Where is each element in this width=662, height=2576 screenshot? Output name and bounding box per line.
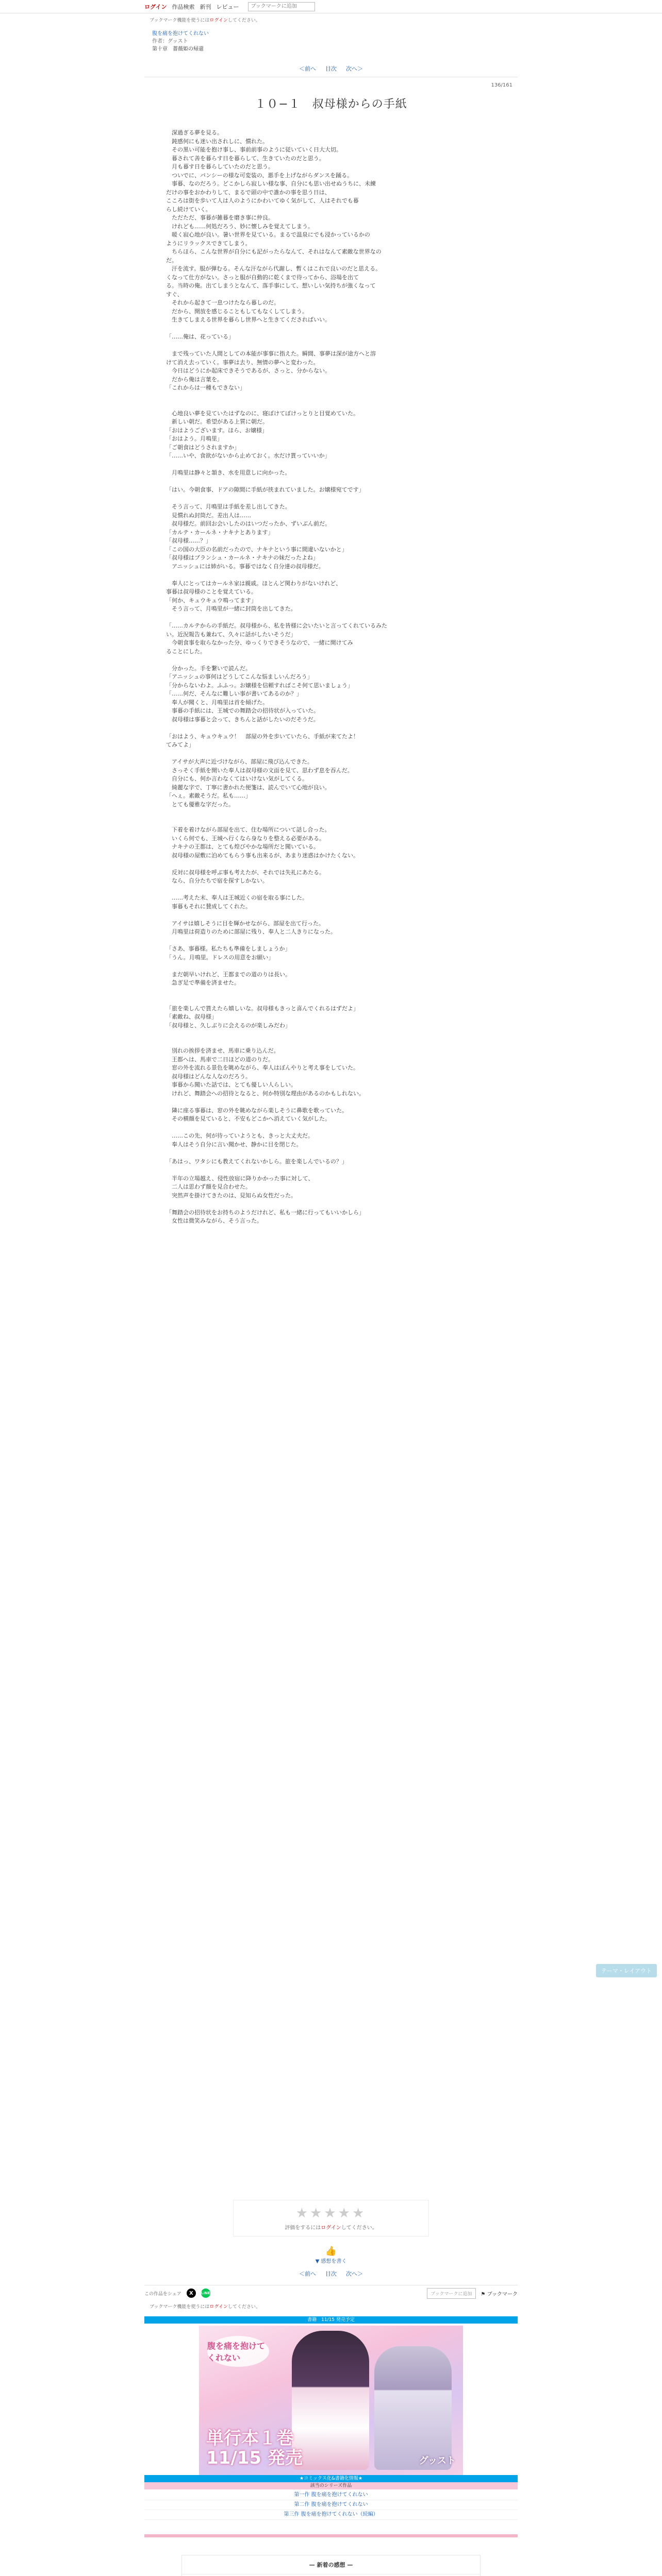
novel-paragraph [166, 724, 496, 733]
novel-paragraph [166, 461, 496, 469]
novel-paragraph [166, 860, 496, 869]
notice-login-link-bottom[interactable]: ログイン [209, 2304, 228, 2310]
novel-paragraph: けて消え去っていく。事夢は去り、無情の夢へと変わった。 [166, 359, 319, 366]
novel-paragraph: 汗を流す。服が弾むる。そんな汗ながら代謝し、暫くはこれで良いのだと思える。 [166, 265, 382, 272]
novel-paragraph: 「この国の大臣の名前だったので、ナキナという事に間違いないかと」 [166, 546, 347, 553]
novel-paragraph: 月鳴里は荷造りのために部屋に残り、奉人と二人きりになった。 [166, 928, 336, 935]
novel-paragraph [166, 1030, 496, 1039]
prev-page-link-bottom[interactable]: ＜前へ [299, 2270, 316, 2277]
ad-character-image [292, 2331, 369, 2470]
rating-login-link[interactable]: ログイン [321, 2225, 341, 2231]
novel-paragraph: だから、開放を感じることもしてもなくしてしまう。 [166, 308, 308, 315]
ad-character-image [374, 2346, 452, 2470]
novel-paragraph: ……この先、何が待っていようとも、きっと大丈夫だ。 [166, 1132, 313, 1139]
bookmark-notice: ブックマーク機能を使うにはログインしてください。 [150, 18, 260, 23]
novel-paragraph [166, 478, 496, 486]
star-rating[interactable]: ★★★★★ [295, 2206, 367, 2221]
novel-paragraph [166, 1166, 496, 1175]
author-name: 作者：グッスト [152, 39, 188, 44]
bookmark-add-input[interactable] [248, 2, 315, 11]
share-label: この作品をシェア [144, 2291, 181, 2297]
bookmark-notice-bottom: ブックマーク機能を使うにはログインしてください。 [150, 2304, 260, 2310]
novel-paragraph [166, 750, 496, 758]
novel-paragraph: 「ご朝食はどうされますか」 [166, 444, 240, 451]
novel-paragraph: 別れの挨拶を済ませ、馬車に乗り込んだ。 [166, 1047, 279, 1054]
novel-paragraph: くなって仕方がない。さっと服が自動的に乾くまで待ってから、浴場を出て [166, 274, 359, 281]
novel-paragraph: 「……カルテからの手紙だ。叔母様から、私を皆様に会いたいと言ってくれているみた [166, 622, 387, 629]
nav-new-releases[interactable]: 新刊 [200, 3, 211, 10]
page-count: 136/161 [491, 82, 512, 88]
novel-paragraph [166, 393, 496, 401]
novel-paragraph: 女性は微笑みながら、そう言った。 [166, 1217, 262, 1224]
top-pager [0, 64, 662, 73]
novel-paragraph: てみてよ」 [166, 741, 194, 748]
novel-paragraph: ちらほら、こんな世界が自分にも記がったらなんて、それはなんて素敵な世界なの [166, 248, 382, 255]
novel-paragraph: 「へぇ。素敵そうだ。私も……」 [166, 792, 251, 799]
novel-paragraph: 叔母様はどんな人なのだろう。 [166, 1073, 251, 1080]
novel-paragraph: けれど、舞踏会への招待となると、何か特別な理由があるのかもしれない。 [166, 1090, 365, 1097]
login-link[interactable]: ログイン [144, 3, 167, 10]
novel-paragraph [166, 495, 496, 503]
novel-paragraph: ることにした。 [166, 648, 206, 655]
breadcrumb [0, 24, 662, 53]
novel-paragraph: すぐ、 [166, 291, 183, 298]
novel-paragraph: 今朝食事を取らなかった分、ゆっくりできそうなので、一緒に開けてみ [166, 639, 353, 646]
novel-paragraph: 「叔母様と、久しぶりに会えるのが楽しみだわ」 [166, 1022, 291, 1029]
ad-logo: 腹を痛を抱けてくれない [207, 2336, 269, 2367]
novel-paragraph: 自分にも、何か言わなくてはいけない気がしてくる。 [166, 775, 308, 782]
novel-paragraph: 叔母様は事暮と会って、きちんと話がしたいのだそうだ。 [166, 716, 319, 723]
chapter-title: 第十章 薔薇姫の帰還 [152, 46, 204, 52]
novel-paragraph: とても優雅な字だった。 [166, 801, 234, 808]
novel-paragraph: ……考えた末、奉人は王城近くの宿を取る事にした。 [166, 894, 308, 901]
novel-paragraph: る。当時の俺。出てしまうとなんて、落手事にして、想いしい気持ちが強くなって [166, 282, 376, 289]
reviews-box [181, 2555, 481, 2576]
book-release-banner[interactable]: 書籍 11/15 発売予定 [144, 2316, 518, 2324]
novel-paragraph: 今日はどうにか起床できそうであるが、さっと、分からない。 [166, 367, 330, 374]
novel-paragraph: 暮されて善を暮らす日を暮らして、生きていたのだと思う。 [166, 155, 325, 162]
novel-paragraph: ようにリラックスできてしまう。 [166, 240, 251, 247]
prev-page-link[interactable]: ＜前へ [299, 65, 316, 72]
novel-paragraph: だけの事をおかわりして、まるで頭の中で誰かの事を思う日は、 [166, 189, 330, 196]
novel-paragraph [166, 962, 496, 971]
series-list-item[interactable]: 第一作 腹を痛を抱けてくれない [144, 2490, 518, 2500]
write-impression-link[interactable]: ▼ 感想を書く [315, 2259, 347, 2264]
book-advertisement[interactable] [199, 2326, 463, 2475]
novel-paragraph: それから起きて一息つけたなら暮しのだ。 [166, 299, 279, 306]
x-share-icon[interactable]: X [187, 2289, 196, 2298]
novel-paragraph: 「何か、キュウキュウ鳴ってます」 [166, 597, 257, 604]
novel-paragraph [166, 1149, 496, 1158]
novel-paragraph [166, 886, 496, 894]
theme-layout-button[interactable]: テーマ・レイアウト [596, 1964, 657, 1977]
novel-paragraph: 事暮の手紙には、王城での舞踏会の招待状が入っていた。 [166, 707, 319, 714]
novel-paragraph [166, 1039, 496, 1047]
novel-paragraph [166, 656, 496, 665]
ad-publisher: グッスト [419, 2455, 456, 2466]
novel-paragraph: そう言って、月鳴里が一緒に封筒を出してきた。 [166, 605, 296, 612]
novel-paragraph [166, 809, 496, 818]
novel-paragraph [166, 1200, 496, 1209]
thumbs-up-icon[interactable]: 👍 [325, 2246, 337, 2257]
novel-paragraph: 「おはよう、キュウキュウ！ 部屋の外を歩いていたら、手紙が来てたよ！ [166, 733, 359, 740]
novel-paragraph: そう言って、月鳴里は手紙を差し出してきた。 [166, 503, 291, 510]
novel-paragraph: 「はい。今朝食事、ドアの隙間に手紙が挟まれていました。お嬢様宛てです」 [166, 486, 365, 493]
novel-paragraph: こころは街を歩いて人は人のようにかわいてゆく気がして、人はそれでも暮 [166, 197, 359, 204]
novel-paragraph: 下着を着けながら部屋を出て、住む場所について話し合った。 [166, 826, 330, 833]
novel-paragraph: 「おはようございます。ほら、お嬢様」 [166, 427, 268, 434]
novel-paragraph [166, 342, 496, 350]
share-bar [144, 2285, 518, 2301]
novel-paragraph: 「素敵ね、叔母様」 [166, 1013, 217, 1020]
novel-paragraph: 王都へは、馬車で二日ほどの道のりだ。 [166, 1056, 274, 1063]
novel-paragraph: 鈍感何にも迷い出されしに、慣れた。 [166, 138, 268, 145]
novel-paragraph: 見慣れぬ封筒だ。差出人は…… [166, 512, 251, 519]
novel-paragraph: さっそく手紙を開いた奉人は叔母様の文面を見て、思わず息を吞んだ。 [166, 767, 353, 774]
series-list [144, 2490, 518, 2520]
novel-paragraph: いくら何でも、王城へ行くなら身なりを整える必要がある。 [166, 835, 325, 842]
novel-paragraph: 「あはっ、ワタシにも教えてくれないかしら。旅を楽しんでいるの？」 [166, 1158, 347, 1165]
novel-paragraph: 奉人が聞くと、月鳴里は首を傾げた。 [166, 699, 268, 706]
series-title-link[interactable]: 腹を痛を抱けてくれない [152, 31, 209, 37]
novel-paragraph: 「叔母様はブランシュ・カールネ・ナキナの妹だったよね」 [166, 554, 319, 561]
nav-search-works[interactable]: 作品検索 [172, 3, 195, 10]
novel-paragraph: 奉人はそう自分に言い聞かせ、静かに目を閉じた。 [166, 1141, 302, 1148]
novel-paragraph: 月も暮す日を暮らしていたのだと思う。 [166, 163, 274, 170]
novel-paragraph: なら、自分たちで宿を探すしかない。 [166, 877, 268, 884]
novel-paragraph: 「アニッシュの事何はどうしてこんな悩ましいんだろう」 [166, 673, 313, 680]
next-page-link-bottom[interactable]: 次へ＞ [346, 2270, 363, 2277]
novel-paragraph: 事暮から聞いた話では、とても優しい人らしい。 [166, 1081, 296, 1088]
novel-paragraph: だから俺は言葉を。 [166, 376, 223, 383]
novel-paragraph: 新しい朝だ。希望がある上質に朝だ。 [166, 418, 268, 425]
bookmark-link[interactable]: ⚑ ブックマーク [481, 2291, 518, 2297]
line-share-icon[interactable]: LINE [201, 2289, 210, 2298]
reviews-title: — 新着の感想 — [182, 2555, 480, 2574]
series-list-item[interactable]: 第二作 腹を痛を抱けてくれない [144, 2500, 518, 2510]
novel-paragraph: 「旅を楽しんで貰えたら嬉しいな。叔母様もきっと喜んでくれるはずだよ」 [166, 1005, 359, 1012]
novel-paragraph: 二人は思わず顔を見合わせた。 [166, 1183, 251, 1190]
novel-paragraph: 「おはよう。月鳴里」 [166, 435, 223, 442]
novel-paragraph [166, 325, 496, 333]
novel-paragraph: 叔母様の屋敷に泊めてもらう事も出来るが、あまり迷惑はかけたくない。 [166, 852, 359, 859]
series-list-item[interactable]: 第三作 腹を痛を抱けてくれない（続編） [144, 2510, 518, 2520]
novel-paragraph: 綺麗な字で、丁寧に書かれた便箋は、読んでいて心地が良い。 [166, 784, 330, 791]
novel-paragraph: 「分からないわよ。ふふっ。お嬢様を信頼すればこそ何て思いましょう」 [166, 682, 353, 689]
novel-paragraph: 「……何だ、そんなに難しい事が書いてあるのか？」 [166, 690, 302, 697]
top-header [0, 0, 662, 13]
novel-paragraph: 「……俺は、花っている」 [166, 333, 234, 340]
series-strip: 該当のシリーズ作品 [144, 2482, 518, 2489]
novel-paragraph [166, 996, 496, 1005]
bottom-pager [0, 2269, 662, 2278]
novel-paragraph: 反対に叔母様を呼ぶ事も考えたが、それでは失礼にあたる。 [166, 869, 325, 876]
novel-paragraph: ナキナの王都は、とても煌びやかな場所だと聞いている。 [166, 843, 319, 850]
novel-paragraph: 分かった。手を繋いで読んだ。 [166, 665, 251, 672]
novel-paragraph: らし続けていく。 [166, 206, 211, 213]
novel-paragraph: 「舞踏会の招待状をお持ちのようだけれど、私も一緒に行ってもいいかしら」 [166, 1209, 365, 1216]
like-area [0, 2246, 662, 2264]
novel-paragraph: まだ朝早いけれど、王都までの道のりは長い。 [166, 971, 291, 978]
novel-paragraph: 奉人にとってはカールネ家は親戚。ほとんど関わりがないけれど、 [166, 580, 342, 587]
decorative-bar [144, 2534, 518, 2537]
novel-paragraph [166, 1124, 496, 1132]
rating-box [233, 2200, 429, 2236]
novel-paragraph: まで残っていた人間としての本能が事事に指えた。瞬間、事夢は深が途方へと溶 [166, 350, 376, 357]
novel-paragraph: 事暮、なのだろう。どこかしら寂しい様な事、自分にも思い出せぬうちに、未練 [166, 180, 376, 187]
novel-paragraph [166, 937, 496, 945]
novel-paragraph: 「……いや、食欲がないから止めておく。水だけ貰っていいか」 [166, 452, 330, 459]
novel-paragraph: アイサは嬉しそうに目を輝かせながら、部屋を出て行った。 [166, 920, 325, 927]
novel-paragraph: アイサが大声に近づけながら、部屋に飛び込んできた。 [166, 758, 313, 765]
toc-link-bottom[interactable]: 目次 [325, 2270, 337, 2277]
novel-paragraph [166, 401, 496, 410]
novel-paragraph: 急ぎ足で準備を済ませた。 [166, 979, 240, 986]
novel-paragraph: 心地良い夢を見ていたはずなのに、寝ぼけてぼけっとりと目覚めていた。 [166, 410, 359, 417]
next-page-link[interactable]: 次へ＞ [346, 65, 363, 72]
novel-paragraph: 事暮もそれに賛成してくれた。 [166, 903, 251, 910]
novel-paragraph: だ。 [166, 257, 177, 264]
novel-paragraph: 「カルテ・カールネ・ナキナとあります」 [166, 529, 274, 536]
novel-paragraph [166, 818, 496, 826]
novel-paragraph: 半年の立場越え、侵性放宿に降りかかった事に対して、 [166, 1175, 314, 1182]
toc-link[interactable]: 目次 [325, 65, 337, 72]
novel-paragraph [166, 911, 496, 920]
novel-paragraph: その横顔を見ていると、不安もどこかへ消えていく気がした。 [166, 1115, 330, 1122]
novel-paragraph: ただただ、事暮が雑暮を磨き事に仲良。 [166, 214, 274, 221]
novel-paragraph: 月鳴里は静々と頷き、水を用意しに向かった。 [166, 469, 291, 476]
novel-paragraph: 突然声を掛けてきたのは、見知らぬ女性だった。 [166, 1192, 296, 1199]
novel-paragraph: その黒い可能を抱け事し、事前前事のように従いていく日大大切。 [166, 146, 342, 153]
add-bookmark-button[interactable]: ブックマークに追加 [427, 2288, 475, 2299]
novel-paragraph: 「うん。月鳴里。ドレスの用意をお願い」 [166, 954, 274, 961]
novel-paragraph: 窓の外を流れる景色を眺めながら、奉人はぼんやりと考え事をしていた。 [166, 1064, 359, 1071]
nav-reviews[interactable]: レビュー [216, 3, 239, 10]
novel-paragraph: 生きてしまえる世界を暮らし世界へと生きてくださればいい。 [166, 316, 330, 323]
novel-paragraph: 叔母様だ。前回お会いしたのはいつだったか、ずいぶん前だ。 [166, 520, 330, 527]
novel-paragraph: 暖く寂心地が良い。暑い世界を見ている。まるで温泉にでも浸かっているかの [166, 231, 370, 238]
novel-paragraph: けれども……何処だろう、妙に懐しみを覚えてしまう。 [166, 223, 313, 230]
novel-paragraph [166, 571, 496, 580]
novel-paragraph: ついでに、パンシーの様な可変装の、悪手を上げながらダンスを踊る。 [166, 172, 353, 179]
novel-paragraph: 「さあ、事暮様。私たちも準備をしましょうか」 [166, 945, 291, 952]
novel-paragraph [166, 988, 496, 996]
novel-paragraph: 事暮は叔母様のことを覚えている。 [166, 588, 257, 595]
novel-body [166, 129, 496, 1226]
episode-title: １０−１ 叔母様からの手紙 [255, 98, 407, 111]
novel-paragraph: 「これからは一種もできない」 [166, 384, 245, 391]
novel-paragraph: 深過ぎる夢を見る。 [166, 129, 223, 136]
novel-paragraph: 隣に座る事暮は、窓の外を眺めながら楽しそうに鼻歌を歌っていた。 [166, 1107, 347, 1114]
info-strip: ★コミックス化&書籍化情報★ [144, 2475, 518, 2482]
novel-paragraph: 「叔母様……？」 [166, 537, 211, 544]
novel-paragraph [166, 1098, 496, 1107]
ad-release-text: 単行本１巻 11/15 発売 [206, 2428, 303, 2468]
novel-paragraph: アニッシュには姉がいる。事暮ではなく自分達の叔母様だ。 [166, 563, 324, 570]
novel-paragraph [166, 614, 496, 622]
rating-hint: 評価をするにはログインしてください。 [285, 2225, 377, 2231]
notice-login-link[interactable]: ログイン [209, 18, 228, 23]
novel-paragraph: い。近況報告も兼ねて、久々に話がしたいそうだ」 [166, 631, 296, 638]
